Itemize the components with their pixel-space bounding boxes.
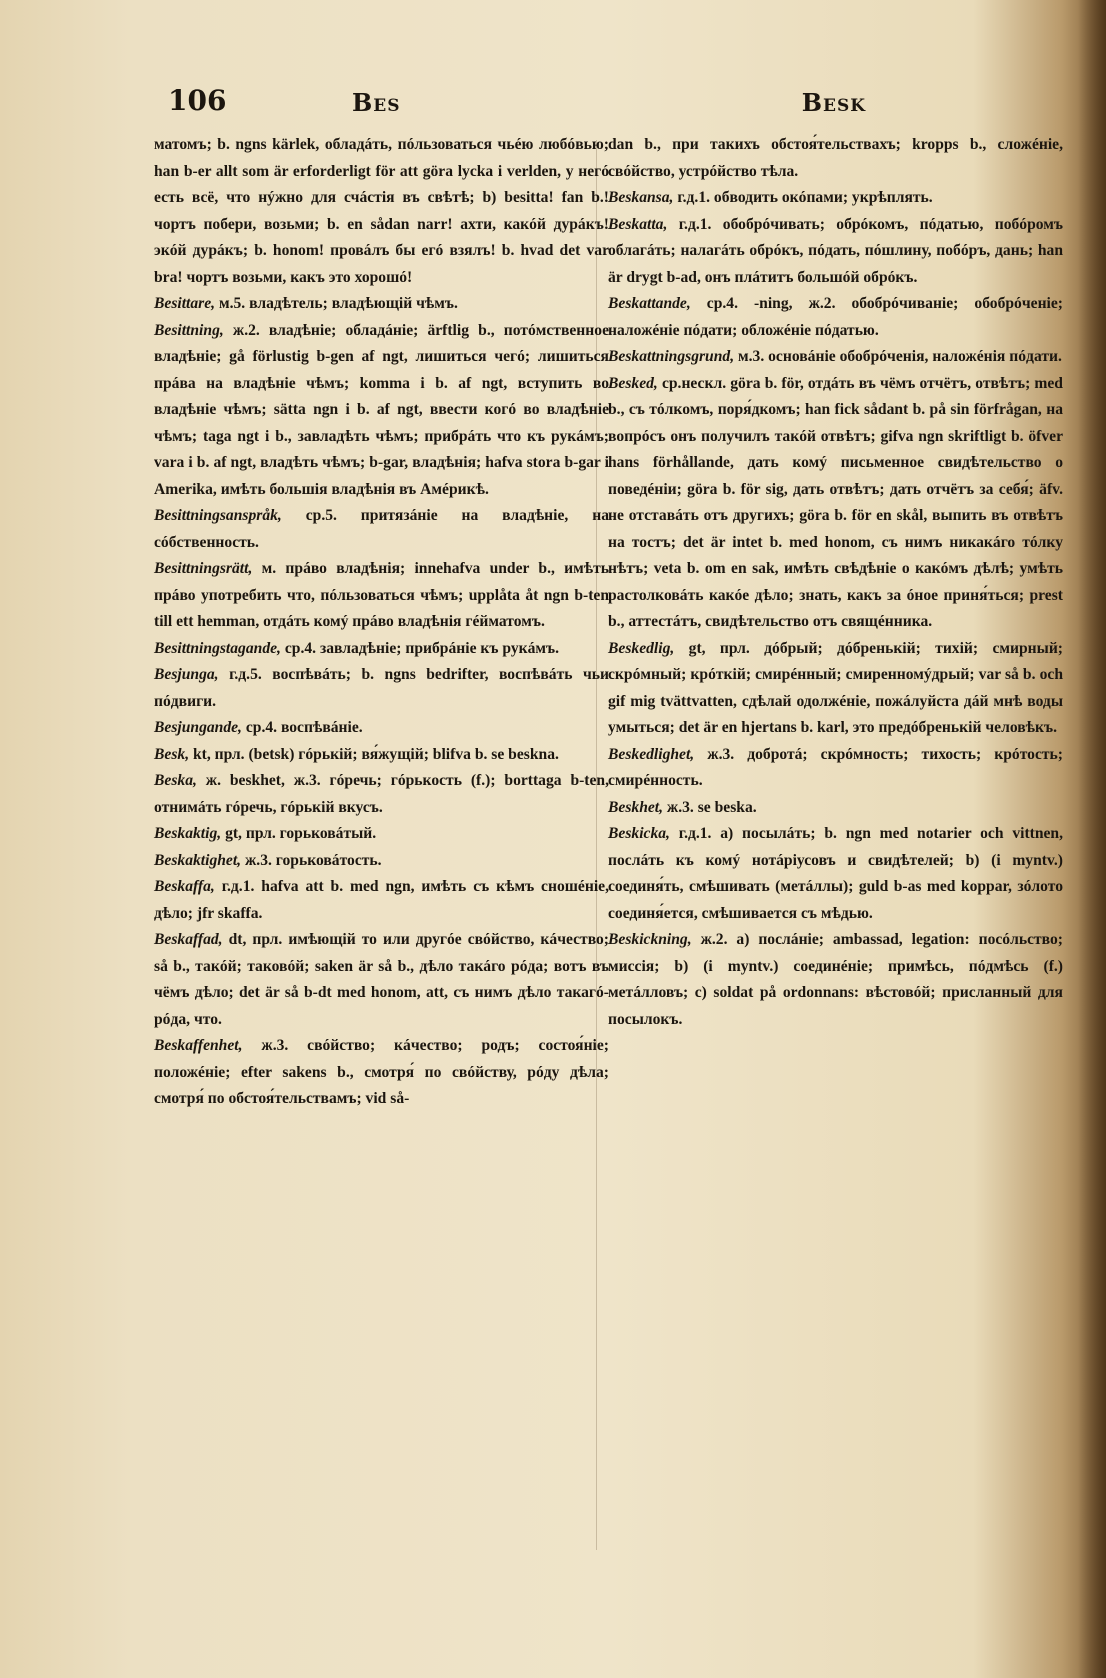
dictionary-entry: Besjungande, ср.4. воспѣвáніе. bbox=[154, 719, 363, 736]
dictionary-entry: Besittare, м.5. владѣтель; владѣющій чѣмъ. bbox=[154, 295, 458, 312]
dictionary-entry: Beskedlig, gt, прл. дóбрый; дóбренькій; тихій; смирный; скрóмный; крóткій; смирéнный; смиренномýдрый; var så b. och gif mig tvättvatten, сдѣлай одолжéніе, пожáлуйста дáй мнѣ воды умыться; det är en hjertans b. karl, это предóбренькій человѣкъ. bbox=[608, 639, 1063, 736]
dictionary-entry: Beskaffa, г.д.1. hafva att b. med ngn, имѣть съ кѣмъ сношéніе, дѣло; jfr skaffa. bbox=[154, 878, 609, 922]
dictionary-entry: dan b., при такихъ обстоя́тельствахъ; kropps b., сложéніе, свóйство, устрóйство тѣла. bbox=[608, 136, 1063, 180]
dictionary-entry: Beska, ж. beskhet, ж.3. гóречь; гóрькость (f.); borttaga b-ten, отнимáть гóречь, гóрькій вкусъ. bbox=[154, 772, 609, 816]
dictionary-entry: Beskattningsgrund, м.3. основáніе обобрóченія, наложéнія пóдати. bbox=[608, 348, 1062, 365]
dictionary-entry: Beskaktig, gt, прл. горьковáтый. bbox=[154, 825, 377, 842]
right-guide-word: Besk bbox=[801, 88, 866, 117]
dictionary-entry: Besked, ср.нескл. göra b. för, отдáть въ чёмъ отчётъ, отвѣтъ; med b., съ тóлкомъ, поря́дкомъ; han fick sådant b. på sin förfrågan, на вопрóсъ онъ получилъ такóй отвѣтъ; gifva ngn skriftligt b. öfver hans förhållande, дать комý письменное свидѣтельство о поведéніи; göra b. för sig, дать отвѣтъ; дать отчётъ за себя́; äfv. не отставáть отъ другихъ; göra b. för en skål, выпить въ отвѣтъ на тостъ; det är intet b. med honom, съ нимъ никакáго тóлку нѣтъ; veta b. om en sak, имѣть свѣдѣніе о какóмъ дѣлѣ; умѣть растолковáть какóе дѣло; знать, какъ за óное приня́ться; prest b., аттестáтъ, свидѣтельство отъ свящéнника. bbox=[608, 374, 1063, 630]
dictionary-entry: Besk, kt, прл. (betsk) гóрькій; вя́жущій; blifva b. se beskna. bbox=[154, 745, 559, 763]
dictionary-entry: Besittningstagande, ср.4. завладѣніе; прибрáніе къ рукáмъ. bbox=[154, 639, 560, 657]
dictionary-entry: Besittningsanspråk, ср.5. притязáніе на владѣніе, на сóбственность. bbox=[154, 507, 609, 551]
running-header bbox=[168, 84, 866, 120]
dictionary-entry: Beskhet, ж.3. se beska. bbox=[608, 798, 757, 816]
dictionary-entry: Besittningsrätt, м. прáво владѣнія; innehafva under b., имѣть прáво употребить что, пóльзоваться чѣмъ; upplåta åt ngn b-ten till ett hemman, отдáть комý прáво владѣнія гéйматомъ. bbox=[154, 560, 609, 630]
left-guide-word: Bes bbox=[352, 88, 401, 117]
dictionary-entry: Beskaffenhet, ж.3. свóйство; кáчество; родъ; состоя́ніе; положéніе; efter sakens b., смотря́ по свóйству, рóду дѣла; смотря́ по обстоя́тельствамъ; vid så- bbox=[154, 1037, 609, 1107]
dictionary-entry: матомъ; b. ngns kärlek, обладáть, пóльзоваться чьéю любóвью; han b-er allt som är erforderligt för att göra lycka i verlden, у негó есть всё, что нýжно для счáстія въ свѣтѣ; b) besitta! fan b.! чортъ побери, возьми; b. en sådan narr! ахти, какóй дурáкъ! экóй дурáкъ; b. honom! провáлъ бы егó взялъ! b. hvad det var bra! чортъ возьми, какъ это хорошó! bbox=[154, 136, 609, 286]
book-spine-shadow bbox=[1078, 0, 1106, 1678]
dictionary-entry: Beskaffad, dt, прл. имѣющій то или другóе свóйство, кáчество; så b., такóй; таковóй; saken är så b., дѣло такáго рóда; вотъ въ чёмъ дѣло; det är så b-dt med honom, att, съ нимъ дѣло такагó-рóда, что. bbox=[154, 931, 609, 1028]
left-column bbox=[154, 132, 609, 1113]
right-column bbox=[608, 132, 1063, 1033]
dictionary-entry: Beskansa, г.д.1. обводить окóпами; укрѣплять. bbox=[608, 189, 933, 206]
dictionary-entry: Beskaktighet, ж.3. горьковáтость. bbox=[154, 851, 382, 869]
dictionary-entry: Besjunga, г.д.5. воспѣвáть; b. ngns bedrifter, воспѣвáть чьи пóдвиги. bbox=[154, 666, 609, 710]
dictionary-entry: Beskattande, ср.4. -ning, ж.2. обобрóчиваніе; обобрóченіе; наложéніе пóдати; обложéніе пóдатью. bbox=[608, 295, 1063, 339]
dictionary-entry: Besittning, ж.2. владѣніе; обладáніе; ärftlig b., потóмственное владѣніе; gå förlustig b-gen af ngt, лишиться чегó; лишиться прáва на владѣніе чѣмъ; komma i b. af ngt, вступить во владѣніе чѣмъ; sätta ngn i b. af ngt, ввести когó во владѣніе чѣмъ; taga ngt i b., завладѣть чѣмъ; прибрáть что къ рукáмъ; vara i b. af ngt, владѣть чѣмъ; b-gar, владѣнія; hafva stora b-gar i Amerika, имѣть большія владѣнія въ Амéрикѣ. bbox=[154, 321, 609, 498]
dictionary-entry: Beskicka, г.д.1. a) посылáть; b. ngn med notarier och vittnen, послáть къ комý нотáріусовъ и свидѣтелей; b) (i myntv.) соединя́ть, смѣшивать (метáллы); guld b-as med koppar, зóлото соединя́ется, смѣшивается съ мѣдью. bbox=[608, 825, 1063, 922]
dictionary-entry: Beskickning, ж.2. a) послáніе; ambassad, legation: посóльство; миссія; b) (i myntv.) соединéніе; примѣсь, пóдмѣсь (f.) метáлловъ; c) soldat på ordonnans: вѣстовóй; присланный для посылокъ. bbox=[608, 931, 1063, 1028]
dictionary-entry: Beskedlighet, ж.3. добротá; скрóмность; тихость; крóтость; смирéнность. bbox=[608, 745, 1063, 789]
dictionary-entry: Beskatta, г.д.1. обобрóчивать; обрóкомъ, пóдатью, побóромъ облагáть; налагáть обрóкъ, пóдать, пóшлину, побóръ, дань; han är drygt b-ad, онъ плáтитъ большóй обрóкъ. bbox=[608, 215, 1063, 286]
page-number: 106 bbox=[168, 84, 227, 117]
